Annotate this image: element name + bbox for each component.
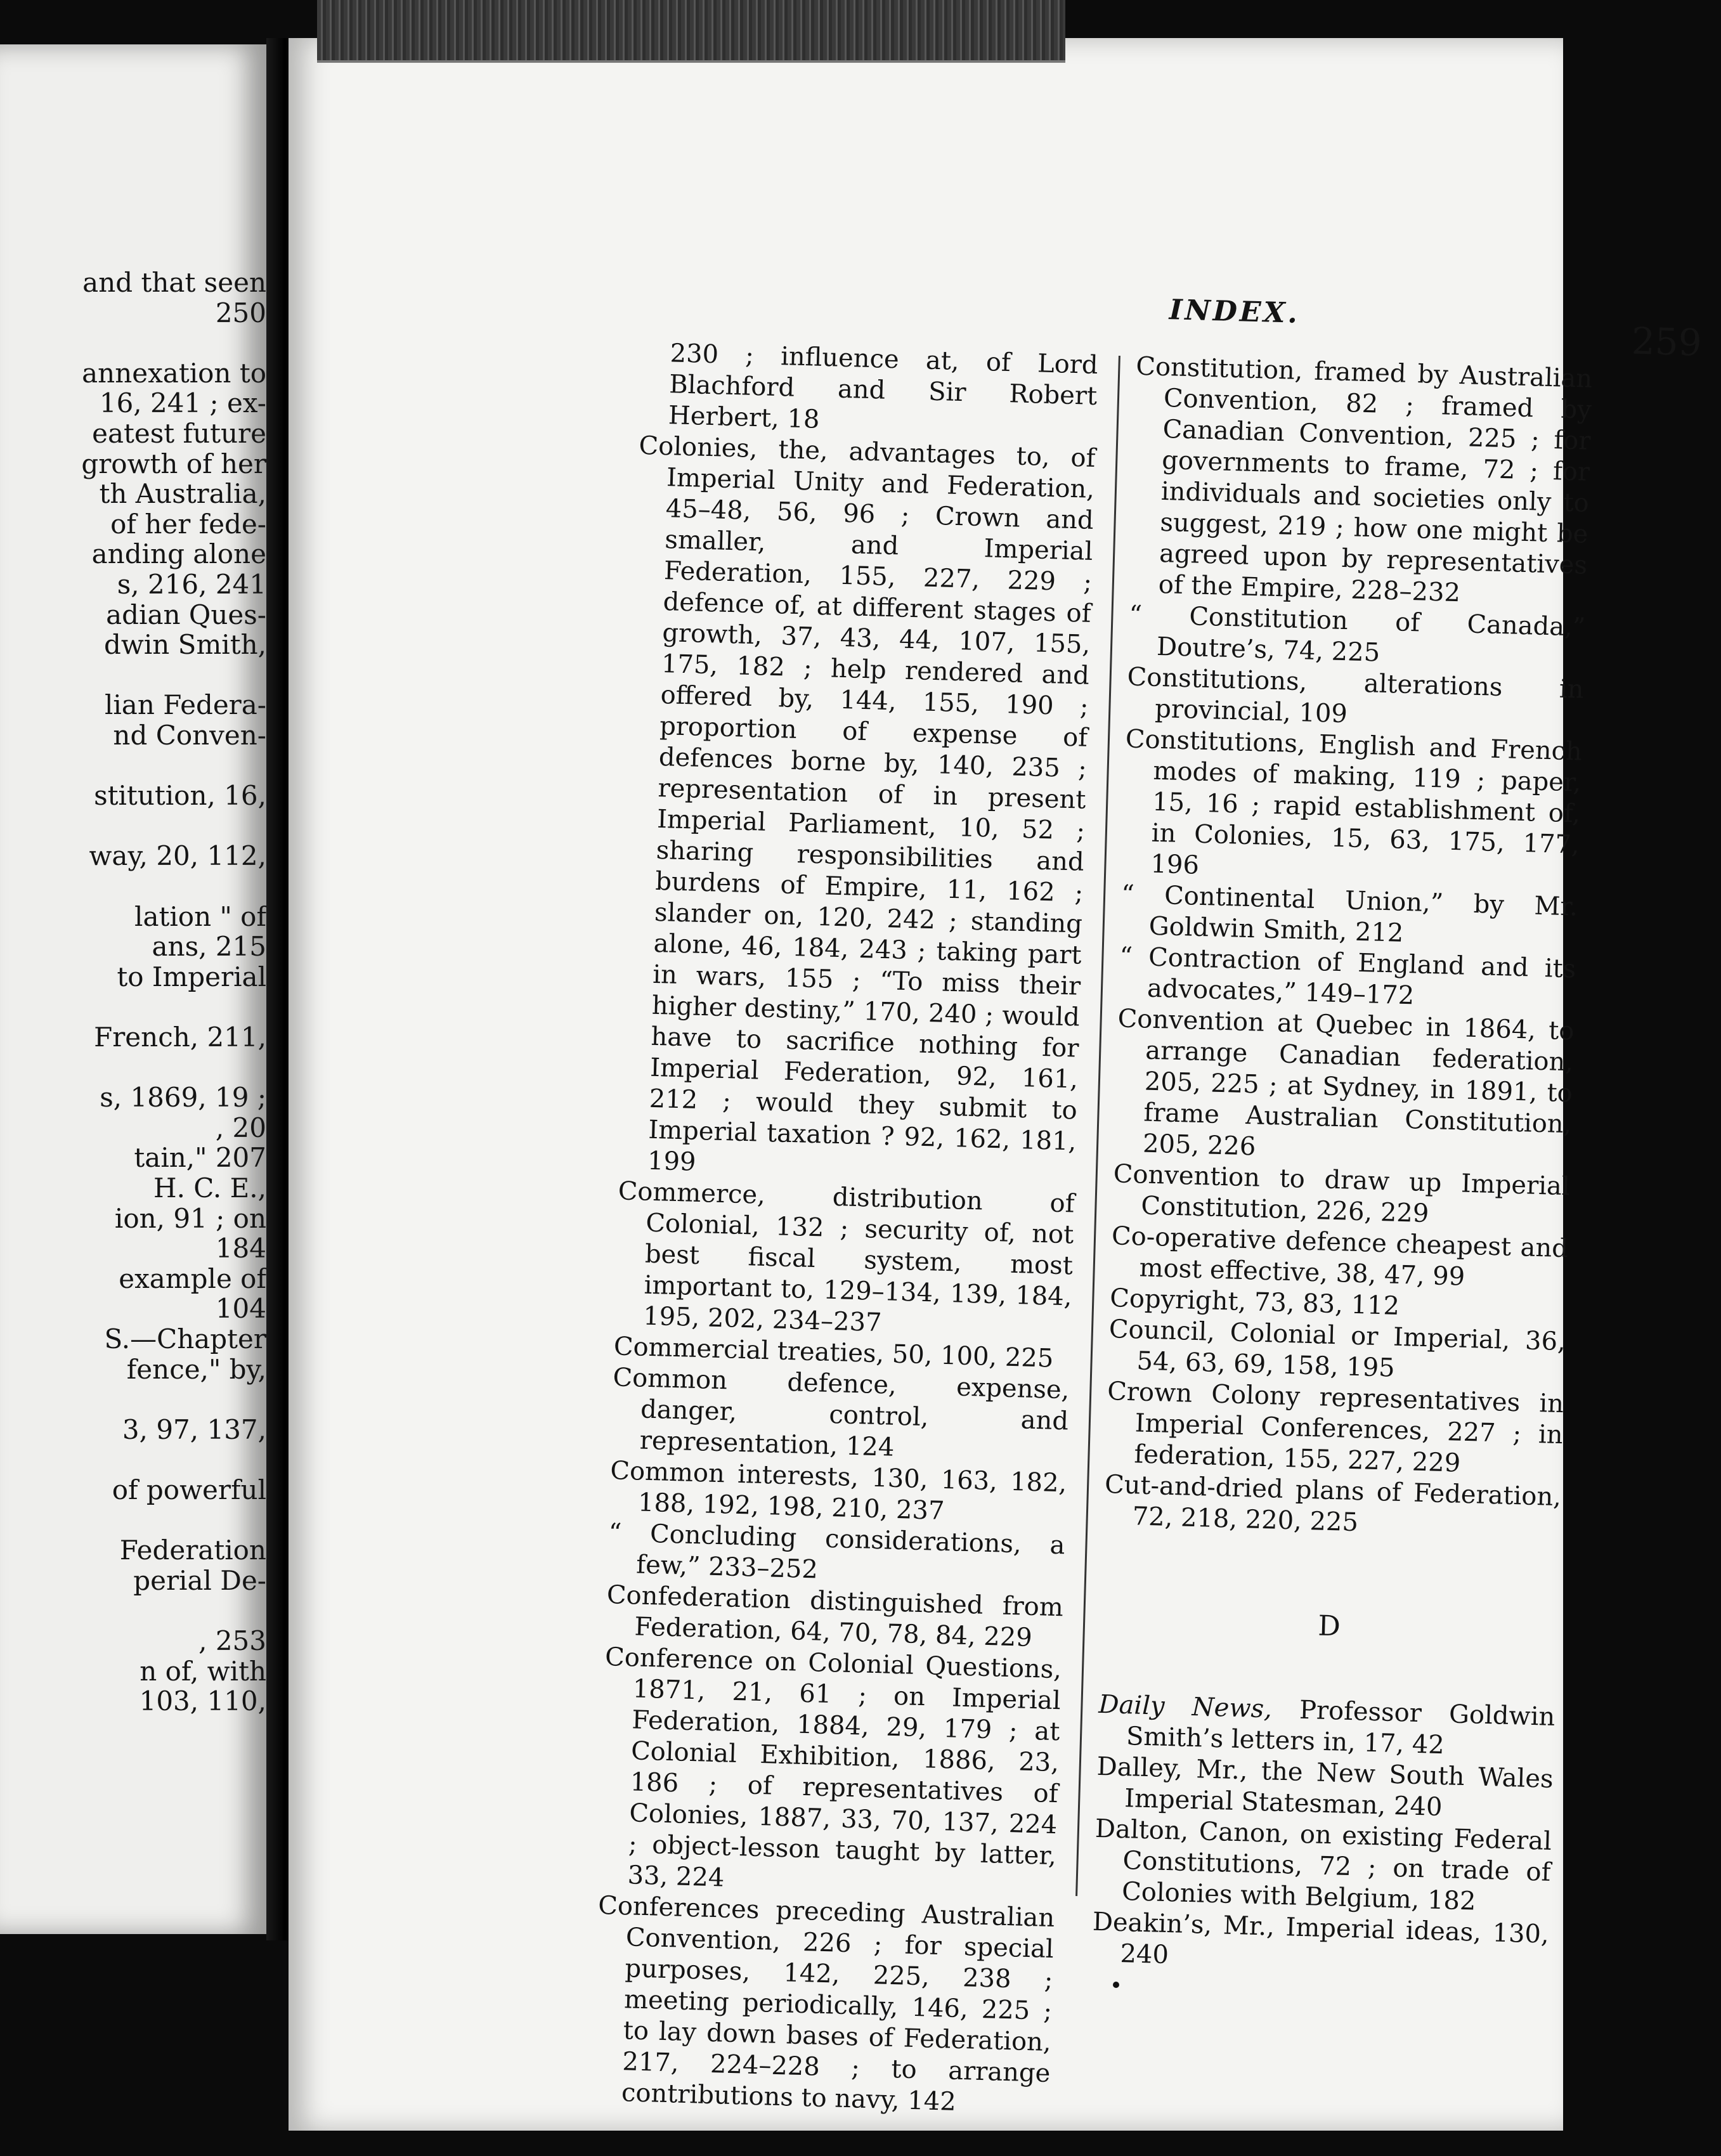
binding-strip: [317, 0, 1065, 63]
entry-text: Constitutions, English and French modes of making, 119 ; paper, 15, 16 ; rapid establishment of, in Colonies, 15, 63, 175, 177, 196: [1125, 724, 1583, 880]
facing-page-line: nd Conven-: [113, 720, 266, 751]
facing-page-line: of her fede-: [110, 508, 266, 540]
index-entry: [1105, 1376, 1564, 1482]
index-entry: [614, 1176, 1075, 1344]
entry-text: Cut-and-dried plans of Federation, 72, 218, 220, 225: [1104, 1470, 1562, 1538]
entry-text: Commercial treaties, 50, 100, 225: [613, 1332, 1054, 1373]
entry-text: Dalton, Canon, on existing Federal Constitutions, 72 ; on trade of Colonies with Belgium, 182: [1094, 1814, 1552, 1916]
index-entry: [611, 1362, 1070, 1468]
index-entries-d: [1091, 1689, 1555, 1982]
running-head: INDEX.: [1169, 294, 1301, 330]
facing-page-line: 103, 110,: [139, 1685, 266, 1717]
entry-text: “ Constitution of Canada,” Doutre’s, 74, 225: [1128, 600, 1586, 668]
facing-page-line: fence," by,: [126, 1353, 266, 1385]
facing-page-line: perial De-: [133, 1564, 266, 1596]
facing-page-line: 16, 241 ; ex-: [99, 387, 266, 419]
facing-page-line: to Imperial: [117, 961, 266, 992]
facing-page-line: , 20: [215, 1112, 266, 1143]
entry-text: Colonies, the, advantages to, of Imperial Unity and Federation, 45–48, 56, 96 ; Crown and smaller, and Imperial Federation, 155, 227, 229 ; defence of, at different stages of growth, 37, 43, 44, 107, 155, 175, 182 ; help rendered and offered by, 144, 155, 190 ; proportion of expense of defences borne by, 140, 235 ; representation of in present Imperial Parliament, 10, 52 ; sharing responsibilities and burdens of Empire, 11, 162 ; slander on, 120, 242 ; standing alone, 46, 184, 243 ; taking part in wars, 155 ; “To miss their higher destiny,” 170, 240 ; would have to sacrifice nothing for Imperial Federation, 92, 161, 212 ; would they submit to Imperial taxation ? 92, 162, 181, 199: [639, 431, 1096, 1177]
entry-text: Conference on Colonial Questions, 1871, 21, 61 ; on Imperial Federation, 1884, 29, 179 ; at Colonial Exhibition, 1886, 23, 186 ; of representatives of Colonies, 1887, 33, 70, 137, 224 ; object-lesson taught by latter, 33, 224: [604, 1642, 1062, 1893]
entry-text: “ Continental Union,” by Mr. Goldwin Smith, 212: [1120, 880, 1578, 948]
index-entry: [1114, 1003, 1575, 1171]
facing-page-line: s, 1869, 19 ;: [100, 1082, 266, 1114]
entry-text: Co-operative defence cheapest and most effective, 38, 47, 99: [1111, 1221, 1569, 1292]
page-text-block: [597, 279, 1721, 2117]
facing-page-line: Federation: [119, 1535, 266, 1566]
facing-page-line: adian Ques-: [106, 599, 266, 630]
entry-text: 230 ; influence at, of Lord Blachford and Sir Robert Herbert, 18: [668, 339, 1099, 434]
index-entry: [599, 1642, 1062, 1903]
index-column-left: [592, 337, 1098, 2120]
facing-page-line: n of, with: [140, 1655, 266, 1687]
facing-page-line: 184: [215, 1233, 266, 1264]
index-entry: [1129, 351, 1593, 613]
facing-page-line: [0, 994, 266, 1020]
entry-text: Constitution, framed by Australian Convention, 82 ; framed by Canadian Convention, 225 ; for governments to frame, 72 ; for individuals and societies only to suggest, 219 ; how one might be agreed upon by representatives of the Empire, 228–232: [1135, 351, 1593, 608]
facing-page-line: eatest future: [92, 418, 266, 449]
facing-page-line: dwin Smith,: [104, 629, 266, 661]
index-entry: [1091, 1907, 1549, 1982]
index-entry: [618, 431, 1096, 1189]
facing-page-line: lation " of: [134, 900, 266, 932]
entry-text: Commerce, distribution of Colonial, 132 ; security of, not best fiscal system, most important to, 129–134, 139, 184, 195, 202, 234–237: [618, 1176, 1075, 1338]
entry-text: Copyright, 73, 83, 112: [1109, 1283, 1400, 1321]
facing-page-line: ans, 215: [152, 931, 266, 963]
entry-text: Professor Goldwin Smith’s letters in, 17, 42: [1126, 1694, 1555, 1760]
index-entry: [1122, 724, 1583, 892]
facing-page-line: s, 216, 241: [117, 569, 266, 600]
facing-page-line: [0, 1386, 266, 1413]
facing-page-line: 250: [215, 297, 266, 328]
index-column-right: [1091, 351, 1593, 1982]
index-entries-c: [1103, 351, 1593, 1544]
facing-page-line: H. C. E.,: [153, 1172, 266, 1204]
facing-page-line: and that seen: [82, 267, 266, 298]
letter-heading: D: [1317, 1609, 1341, 1643]
facing-page-line: [0, 1446, 266, 1473]
facing-page-line: growth of her: [81, 448, 266, 479]
entry-italic-title: Daily News,: [1098, 1689, 1273, 1724]
facing-page-line: [0, 330, 266, 356]
entry-text: Dalley, Mr., the New South Wales Imperial Statesman, 240: [1096, 1751, 1554, 1822]
entry-text: Common interests, 130, 163, 182, 188, 192, 198, 210, 237: [609, 1456, 1067, 1526]
facing-page-line: lian Federa-: [104, 689, 266, 721]
facing-page-line: [0, 1507, 266, 1534]
index-entry: [592, 1890, 1055, 2120]
entry-text: Common defence, expense, danger, control, and representation, 124: [612, 1363, 1070, 1462]
entry-text: “ Concluding considerations, a few,” 233–252: [608, 1518, 1066, 1585]
page-number: 259: [1630, 319, 1703, 365]
index-entry: [639, 337, 1098, 443]
facing-page-line: annexation to: [82, 357, 266, 389]
facing-page-left: [0, 44, 266, 1934]
facing-page-line: stitution, 16,: [94, 780, 266, 812]
entry-text: Convention to draw up Imperial Constitution, 226, 229: [1113, 1159, 1571, 1229]
facing-page-line: ion, 91 ; on: [114, 1202, 266, 1234]
facing-page-line: example of: [119, 1263, 266, 1294]
specks: [1113, 1982, 1119, 1988]
entry-text: “ Contraction of England and its advocates,” 149–172: [1119, 942, 1576, 1011]
facing-page-line: way, 20, 112,: [89, 840, 266, 872]
facing-page-line: 104: [215, 1293, 266, 1325]
entry-text: Convention at Quebec in 1864, to arrange Canadian federation, 205, 225 ; at Sydney, in 1891, to frame Australian Constitution, 205, 226: [1117, 1004, 1575, 1162]
facing-page-line: th Australia,: [99, 478, 266, 510]
facing-page-line: S.—Chapter: [104, 1323, 266, 1354]
facing-page-line: [0, 1597, 266, 1624]
facing-page-line: , 253: [198, 1625, 266, 1656]
entry-text: Council, Colonial or Imperial, 36, 54, 63, 69, 158, 195: [1108, 1315, 1566, 1383]
entry-text: Confederation distinguished from Federation, 64, 70, 78, 84, 229: [606, 1580, 1064, 1653]
entry-text: Constitutions, alterations in provincial, 109: [1127, 662, 1585, 729]
entry-text: Deakin’s, Mr., Imperial ideas, 130, 240: [1092, 1907, 1550, 1970]
facing-page-line: tain," 207: [134, 1142, 266, 1174]
index-page: [289, 38, 1703, 2131]
facing-page-line: [0, 813, 266, 840]
facing-page-line: [0, 873, 266, 900]
facing-page-line: of powerful: [112, 1474, 266, 1505]
facing-page-line: anding alone: [91, 538, 266, 570]
facing-page-line: [0, 753, 266, 779]
entry-text: Crown Colony representatives in Imperial Conferences, 227 ; in federation, 155, 227, 229: [1107, 1377, 1564, 1478]
facing-page-line: French, 211,: [94, 1022, 266, 1053]
facing-page-line: 3, 97, 137,: [122, 1413, 266, 1445]
index-entry: [1103, 1469, 1561, 1544]
facing-page-line: [0, 1055, 266, 1081]
entry-text: Conferences preceding Australian Convention, 226 ; for special purposes, 142, 225, 238 ; meeting periodically, 146, 225 ; to lay down bases of Federation, 217, 224–228 ; to arrange contributions to navy, 142: [597, 1891, 1055, 2117]
facing-page-line: [0, 662, 266, 689]
index-entry: [1093, 1814, 1552, 1919]
